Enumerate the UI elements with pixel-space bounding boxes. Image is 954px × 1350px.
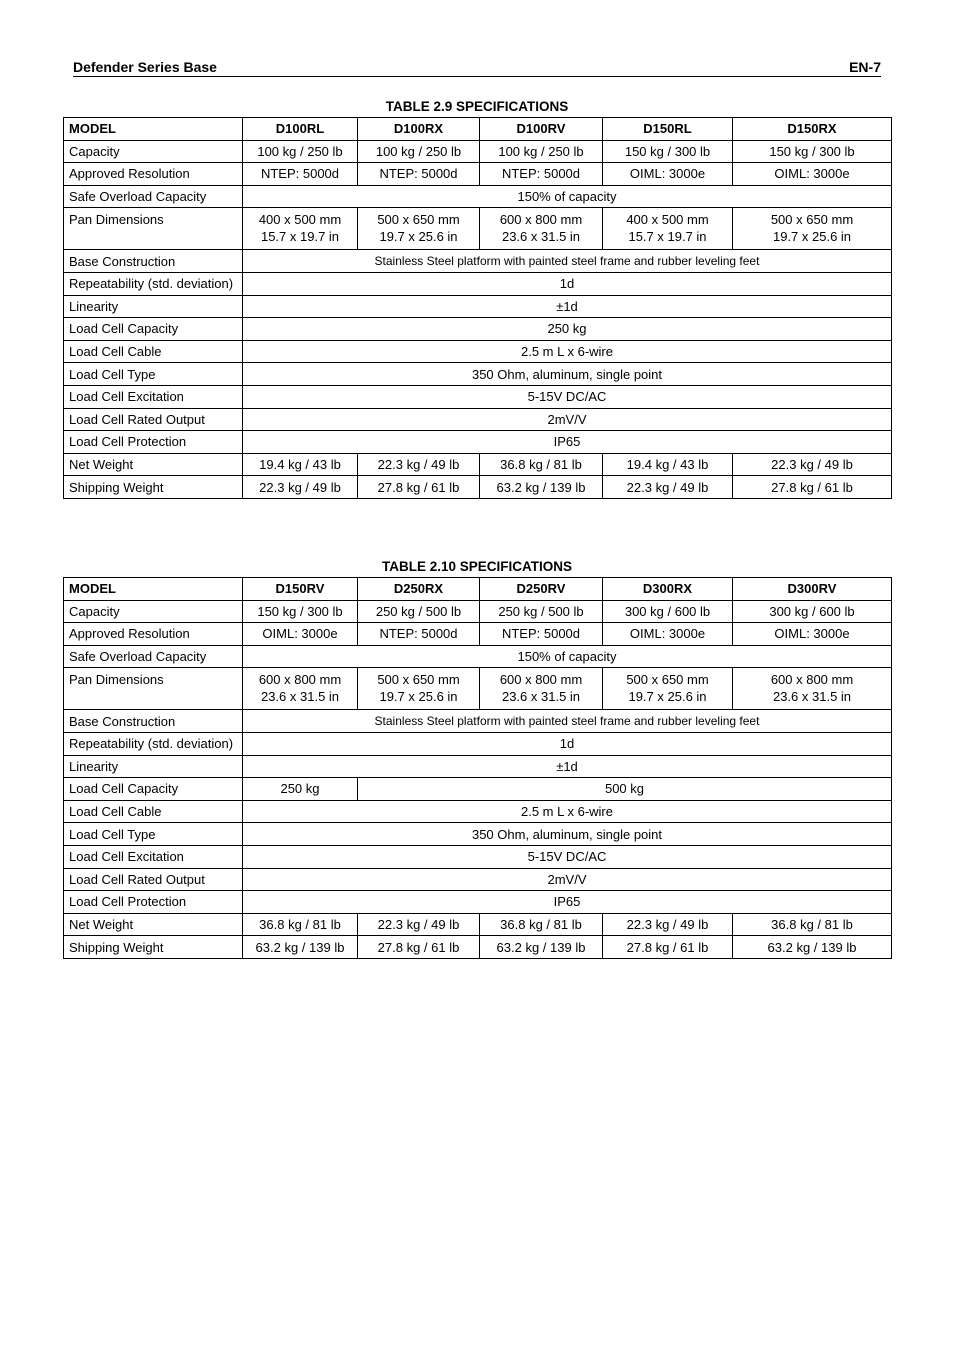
table-cell: 22.3 kg / 49 lb xyxy=(358,913,480,936)
table-cell: 300 kg / 600 lb xyxy=(603,600,733,623)
table-cell: NTEP: 5000d xyxy=(480,163,603,186)
table-cell: 2mV/V xyxy=(243,868,892,891)
table-cell: 300 kg / 600 lb xyxy=(733,600,892,623)
table-row xyxy=(64,755,892,778)
table-cell xyxy=(603,668,733,710)
table-row xyxy=(64,868,892,891)
row-label: Approved Resolution xyxy=(64,623,243,646)
pan-imperial: 19.7 x 25.6 in xyxy=(379,689,458,705)
row-label: Linearity xyxy=(64,295,243,318)
pan-metric: 500 x 650 mm xyxy=(770,212,854,228)
table-row xyxy=(64,385,892,408)
table-row xyxy=(64,272,892,295)
table-cell: 2.5 m L x 6-wire xyxy=(243,340,892,363)
table-header-row xyxy=(64,118,892,141)
table-cell: 250 kg / 500 lb xyxy=(358,600,480,623)
table-row xyxy=(64,295,892,318)
page-header xyxy=(73,58,881,77)
table-cell xyxy=(603,208,733,250)
row-label: Load Cell Cable xyxy=(64,800,243,823)
table-cell: 36.8 kg / 81 lb xyxy=(480,453,603,476)
table-cell: 36.8 kg / 81 lb xyxy=(733,913,892,936)
table-cell: OIML: 3000e xyxy=(243,623,358,646)
table-cell: ±1d xyxy=(243,755,892,778)
pan-imperial: 19.7 x 25.6 in xyxy=(772,229,852,245)
row-label: Shipping Weight xyxy=(64,476,243,499)
row-label: Approved Resolution xyxy=(64,163,243,186)
table-cell: 22.3 kg / 49 lb xyxy=(603,476,733,499)
pan-imperial: 23.6 x 31.5 in xyxy=(501,229,581,245)
header-cell: D100RL xyxy=(243,118,358,141)
table-cell: Stainless Steel platform with painted steel frame and rubber leveling feet xyxy=(243,710,892,733)
header-cell: D250RV xyxy=(480,578,603,601)
table-cell: ±1d xyxy=(243,295,892,318)
specifications-table-2-9 xyxy=(63,117,892,499)
pan-imperial: 23.6 x 31.5 in xyxy=(260,689,340,705)
row-label: Load Cell Rated Output xyxy=(64,868,243,891)
table-cell: 63.2 kg / 139 lb xyxy=(733,936,892,959)
table-cell: 27.8 kg / 61 lb xyxy=(733,476,892,499)
table-cell xyxy=(358,668,480,710)
row-label: Net Weight xyxy=(64,453,243,476)
pan-imperial: 23.6 x 31.5 in xyxy=(772,689,852,705)
table-row xyxy=(64,476,892,499)
table-cell: 63.2 kg / 139 lb xyxy=(243,936,358,959)
table-cell xyxy=(243,668,358,710)
row-label: Load Cell Capacity xyxy=(64,318,243,341)
table-cell: 63.2 kg / 139 lb xyxy=(480,476,603,499)
pan-imperial: 15.7 x 19.7 in xyxy=(628,229,707,245)
table-row xyxy=(64,363,892,386)
table-cell: OIML: 3000e xyxy=(733,163,892,186)
pan-metric: 400 x 500 mm xyxy=(626,212,709,228)
pan-imperial: 19.7 x 25.6 in xyxy=(379,229,458,245)
table-row xyxy=(64,185,892,208)
table-cell: 250 kg / 500 lb xyxy=(480,600,603,623)
table-cell: 27.8 kg / 61 lb xyxy=(358,936,480,959)
pan-metric: 600 x 800 mm xyxy=(258,672,342,688)
row-label: Net Weight xyxy=(64,913,243,936)
table-row xyxy=(64,823,892,846)
table-row xyxy=(64,163,892,186)
pan-metric: 400 x 500 mm xyxy=(258,212,342,228)
table-cell xyxy=(358,208,480,250)
table-row xyxy=(64,913,892,936)
table-cell: 5-15V DC/AC xyxy=(243,845,892,868)
table-row xyxy=(64,431,892,454)
table-cell: 150 kg / 300 lb xyxy=(733,140,892,163)
table-cell xyxy=(243,208,358,250)
table-cell: 500 kg xyxy=(358,778,892,801)
table-row xyxy=(64,891,892,914)
table-cell: 22.3 kg / 49 lb xyxy=(243,476,358,499)
table-cell xyxy=(480,668,603,710)
table-cell: 250 kg xyxy=(243,778,358,801)
row-label: Load Cell Type xyxy=(64,823,243,846)
row-label: Load Cell Cable xyxy=(64,340,243,363)
header-cell-model: MODEL xyxy=(64,578,243,601)
pan-imperial: 19.7 x 25.6 in xyxy=(628,689,707,705)
table-cell: 22.3 kg / 49 lb xyxy=(733,453,892,476)
table-cell: 19.4 kg / 43 lb xyxy=(243,453,358,476)
table-row xyxy=(64,732,892,755)
table-cell: 1d xyxy=(243,732,892,755)
table-row xyxy=(64,645,892,668)
row-label: Capacity xyxy=(64,140,243,163)
table-cell: 350 Ohm, aluminum, single point xyxy=(243,823,892,846)
table-cell: 150% of capacity xyxy=(243,185,892,208)
table-cell: Stainless Steel platform with painted steel frame and rubber leveling feet xyxy=(243,250,892,273)
pan-imperial: 15.7 x 19.7 in xyxy=(260,229,340,245)
table-cell: 250 kg xyxy=(243,318,892,341)
table-cell: 100 kg / 250 lb xyxy=(358,140,480,163)
table-row xyxy=(64,936,892,959)
table-cell xyxy=(733,208,892,250)
header-cell: D250RX xyxy=(358,578,480,601)
header-cell: D100RV xyxy=(480,118,603,141)
table-cell: 22.3 kg / 49 lb xyxy=(603,913,733,936)
table-cell: 19.4 kg / 43 lb xyxy=(603,453,733,476)
row-label: Repeatability (std. deviation) xyxy=(64,732,243,755)
table-cell: 2mV/V xyxy=(243,408,892,431)
table-cell: 36.8 kg / 81 lb xyxy=(480,913,603,936)
table-row xyxy=(64,340,892,363)
table-cell: OIML: 3000e xyxy=(603,163,733,186)
pan-metric: 600 x 800 mm xyxy=(499,212,583,228)
table-cell: 63.2 kg / 139 lb xyxy=(480,936,603,959)
table-cell: NTEP: 5000d xyxy=(358,163,480,186)
pan-metric: 600 x 800 mm xyxy=(499,672,583,688)
row-label: Load Cell Type xyxy=(64,363,243,386)
table-cell: 350 Ohm, aluminum, single point xyxy=(243,363,892,386)
row-label: Load Cell Protection xyxy=(64,431,243,454)
table-row xyxy=(64,318,892,341)
table-cell: NTEP: 5000d xyxy=(243,163,358,186)
table-cell: IP65 xyxy=(243,891,892,914)
table-row xyxy=(64,845,892,868)
table-cell: NTEP: 5000d xyxy=(358,623,480,646)
table-cell: 100 kg / 250 lb xyxy=(480,140,603,163)
pan-imperial: 23.6 x 31.5 in xyxy=(501,689,581,705)
table-cell: 22.3 kg / 49 lb xyxy=(358,453,480,476)
header-cell-model: MODEL xyxy=(64,118,243,141)
row-label: Safe Overload Capacity xyxy=(64,645,243,668)
table-cell: 100 kg / 250 lb xyxy=(243,140,358,163)
row-label: Safe Overload Capacity xyxy=(64,185,243,208)
row-label: Load Cell Protection xyxy=(64,891,243,914)
table-row xyxy=(64,250,892,273)
pan-metric: 600 x 800 mm xyxy=(770,672,854,688)
header-cell: D150RX xyxy=(733,118,892,141)
table-cell: 150 kg / 300 lb xyxy=(243,600,358,623)
table-cell: OIML: 3000e xyxy=(733,623,892,646)
row-label: Load Cell Rated Output xyxy=(64,408,243,431)
header-cell: D300RV xyxy=(733,578,892,601)
table-row xyxy=(64,408,892,431)
table-cell: 27.8 kg / 61 lb xyxy=(358,476,480,499)
table-row xyxy=(64,453,892,476)
table-header-row xyxy=(64,578,892,601)
pan-metric: 500 x 650 mm xyxy=(377,672,460,688)
row-label: Load Cell Excitation xyxy=(64,845,243,868)
table-row xyxy=(64,208,892,250)
header-cell: D150RL xyxy=(603,118,733,141)
document-title: Defender Series Base xyxy=(73,59,217,75)
row-label: Load Cell Excitation xyxy=(64,385,243,408)
table-row xyxy=(64,600,892,623)
table-cell: 27.8 kg / 61 lb xyxy=(603,936,733,959)
table-cell: OIML: 3000e xyxy=(603,623,733,646)
pan-metric: 500 x 650 mm xyxy=(377,212,460,228)
row-label: Pan Dimensions xyxy=(64,208,243,250)
table-cell xyxy=(480,208,603,250)
table-cell: 150 kg / 300 lb xyxy=(603,140,733,163)
table-cell: IP65 xyxy=(243,431,892,454)
header-cell: D150RV xyxy=(243,578,358,601)
table-row xyxy=(64,623,892,646)
table-cell: 2.5 m L x 6-wire xyxy=(243,800,892,823)
table-2-9-title: TABLE 2.9 SPECIFICATIONS xyxy=(385,99,569,114)
row-label: Repeatability (std. deviation) xyxy=(64,272,243,295)
pan-metric: 500 x 650 mm xyxy=(626,672,709,688)
table-row xyxy=(64,800,892,823)
row-label: Load Cell Capacity xyxy=(64,778,243,801)
table-cell: 5-15V DC/AC xyxy=(243,385,892,408)
specifications-table-2-10 xyxy=(63,577,892,959)
table-row xyxy=(64,778,892,801)
table-cell: 1d xyxy=(243,272,892,295)
row-label: Shipping Weight xyxy=(64,936,243,959)
table-cell: 36.8 kg / 81 lb xyxy=(243,913,358,936)
row-label: Pan Dimensions xyxy=(64,668,243,710)
row-label: Base Construction xyxy=(64,710,243,733)
table-row xyxy=(64,710,892,733)
table-2-10-title: TABLE 2.10 SPECIFICATIONS xyxy=(381,559,573,574)
header-cell: D300RX xyxy=(603,578,733,601)
row-label: Linearity xyxy=(64,755,243,778)
table-row xyxy=(64,140,892,163)
table-cell xyxy=(733,668,892,710)
header-cell: D100RX xyxy=(358,118,480,141)
page-number: EN-7 xyxy=(849,59,881,75)
table-cell: NTEP: 5000d xyxy=(480,623,603,646)
table-row xyxy=(64,668,892,710)
row-label: Capacity xyxy=(64,600,243,623)
table-cell: 150% of capacity xyxy=(243,645,892,668)
row-label: Base Construction xyxy=(64,250,243,273)
